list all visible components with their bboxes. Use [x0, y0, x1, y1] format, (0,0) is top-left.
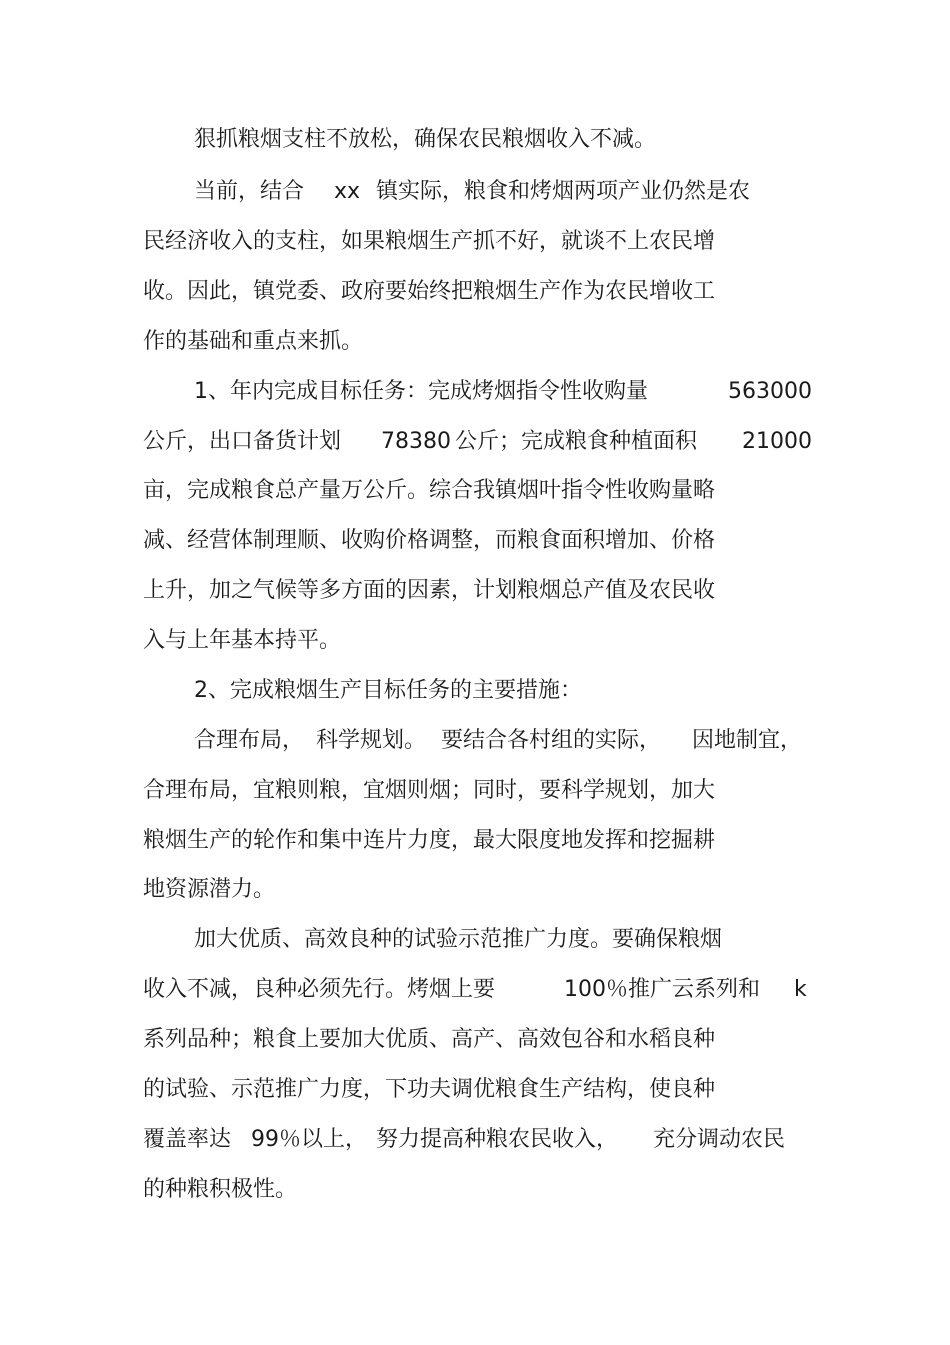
text-run: 上升，加之气候等多方面的因素，计划粮烟总产值及农民收: [143, 578, 716, 603]
text-run: 2、完成粮烟生产目标任务的主要措施：: [194, 678, 582, 703]
text-run: 要结合各村组的实际，: [441, 728, 662, 753]
text-run: 100％推广云系列和: [564, 977, 760, 1002]
text-run: 加大优质、高效良种的试验示范推广力度。要确保粮烟: [194, 927, 723, 952]
text-run: 公斤，出口备货计划: [143, 429, 342, 454]
text-run: 563000: [728, 379, 812, 404]
text-run: 民经济收入的支柱，如果粮烟生产抓不好，就谈不上农民增: [143, 229, 716, 254]
text-run: 的试验、示范推广力度，下功夫调优粮食生产结构，使良种: [143, 1077, 716, 1102]
text-run: 科学规划。: [316, 728, 427, 753]
text-run: 镇实际，粮食和烤烟两项产业仍然是农: [376, 179, 751, 204]
text-run: 当前，结合: [194, 179, 305, 204]
text-run: 78380: [381, 429, 451, 454]
text-run: 系列品种；粮食上要加大优质、高产、高效包谷和水稻良种: [143, 1027, 716, 1052]
text-run: 收。因此，镇党委、政府要始终把粮烟生产作为农民增收工: [143, 279, 716, 304]
text-run: 粮烟生产的轮作和集中连片力度，最大限度地发挥和挖掘耕: [143, 828, 716, 853]
text-run: 的种粮积极性。: [143, 1177, 298, 1202]
text-run: 收入不减，良种必须先行。烤烟上要: [143, 977, 496, 1002]
text-run: 合理布局，宜粮则粮，宜烟则烟；同时，要科学规划，加大: [143, 778, 716, 803]
text-run: 因地制宜，: [692, 728, 803, 753]
text-run: 入与上年基本持平。: [143, 628, 342, 653]
text-run: 亩，完成粮食总产量万公斤。综合我镇烟叶指令性收购量略: [143, 478, 716, 503]
text-run: 地资源潜力。: [143, 877, 276, 902]
text-run: 99％以上，: [251, 1127, 367, 1152]
text-run: 努力提高种粮农民收入，: [376, 1127, 619, 1152]
text-run: xx: [334, 179, 361, 204]
text-run: 21000: [742, 429, 812, 454]
text-run: 1、年内完成目标任务：完成烤烟指令性收购量: [194, 379, 648, 404]
text-run: 合理布局，: [194, 728, 305, 753]
text-run: 作的基础和重点来抓。: [143, 329, 364, 354]
text-run: k: [794, 977, 807, 1002]
text-run: 覆盖率达: [143, 1127, 232, 1152]
text-run: 公斤；完成粮食种植面积: [455, 429, 698, 454]
text-run: 狠抓粮烟支柱不放松，确保农民粮烟收入不减。: [194, 127, 657, 152]
text-run: 减、经营体制理顺、收购价格调整，而粮食面积增加、价格: [143, 528, 716, 553]
text-run: 充分调动农民: [653, 1127, 786, 1152]
